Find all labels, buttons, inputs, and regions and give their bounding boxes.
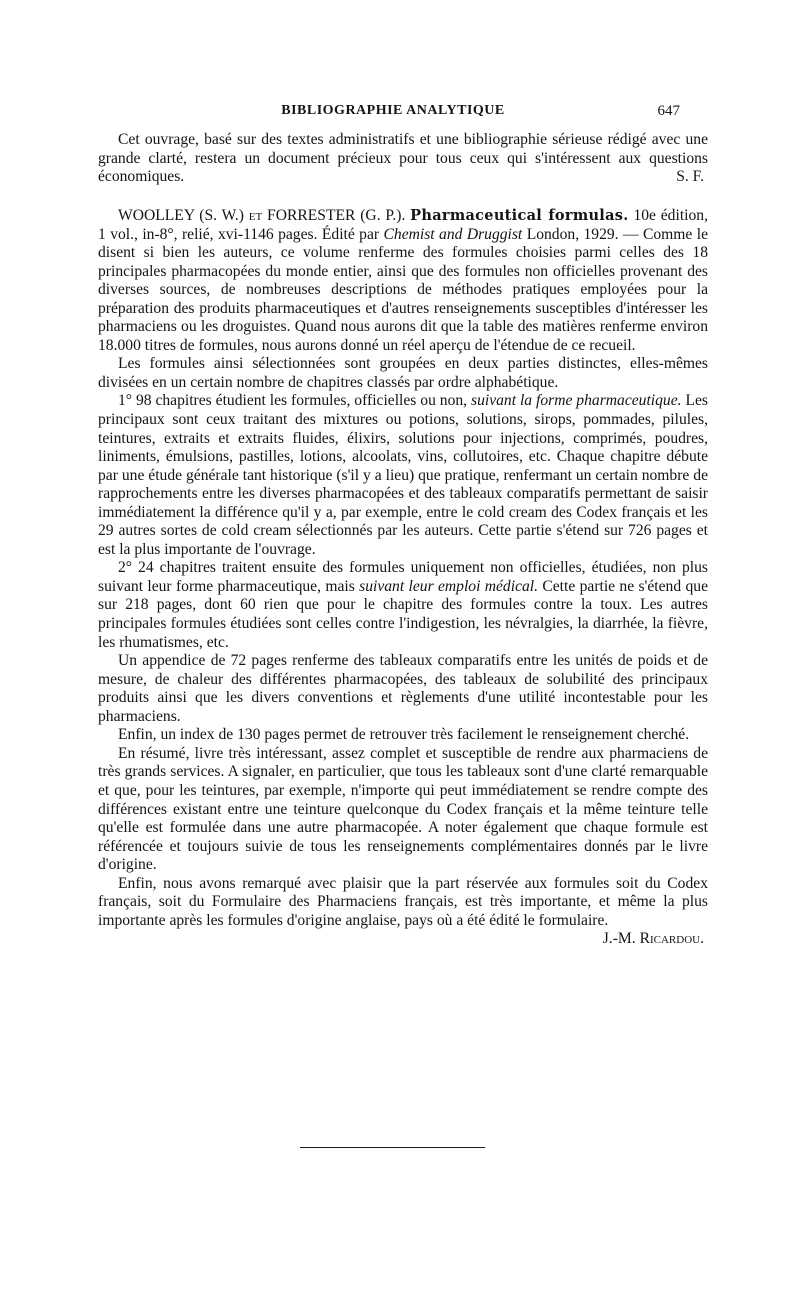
review-paragraph-1: [98, 207, 708, 355]
intro-signature: S. F.: [676, 168, 704, 186]
intro-paragraph-block: [98, 131, 708, 187]
review-p3-text-b: Les principaux sont ceux traitant des mixtures ou potions, solutions, sirops, pommades, pilules, teintures, extraits et extraits fluides, élixirs, solutions pour injections, comprimés, poudres, liniments, émulsions, pastilles, lotions, alcoolats, vins, collutoires, etc. Chaque chapitre débute par une étude générale tant historique (s'il y a lieu) que pratique, renfermant un certain nombre de rapprochements entre les diverses pharmacopées et des tableaux comparatifs permettant de saisir immédiatement la différence qu'il y a, par exemple, entre le cold cream des Codex français et les 29 autres sortes de cold cream sélectionnés par les auteurs. Cette partie s'étend sur 726 pages et est la plus importante de l'ouvrage.: [98, 392, 708, 558]
review-paragraph-6: Enfin, un index de 130 pages permet de retrouver très facilement le renseignement cherché.: [118, 726, 690, 744]
review-p3-text-a: 1° 98 chapitres étudient les formules, officielles ou non,: [118, 392, 468, 410]
review-publisher: Chemist and Druggist: [383, 225, 523, 243]
review-p4-emphasis: suivant leur emploi médical.: [359, 577, 539, 595]
intro-paragraph: [98, 131, 708, 187]
review-paragraph-3: [98, 392, 708, 559]
review-signature: [583, 930, 704, 949]
review-book-title: Pharmaceutical formulas.: [410, 207, 629, 224]
page-number: 647: [657, 103, 680, 119]
book-review: [98, 207, 708, 949]
intro-text: Cet ouvrage, basé sur des textes administratifs et une bibliographie sérieuse rédigé avec une grande clarté, restera un document précieux pour tous ceux qui s'intéressent aux questions économiques.: [98, 131, 708, 186]
review-edition: 10e édition, 1 vol., in-8°, relié, xvi-1146 pages. Édité par: [98, 207, 708, 243]
review-p3-emphasis: suivant la forme pharmaceutique.: [471, 392, 682, 410]
review-authors: WOOLLEY (S. W.) et FORRESTER (G. P.).: [118, 207, 406, 224]
review-paragraph-4: [98, 559, 708, 652]
review-paragraph-2: Les formules ainsi sélectionnées sont groupées en deux parties distinctes, elles-mêmes divisées en un certain nombre de chapitres classés par ordre alphabétique.: [98, 355, 708, 391]
review-p4-text-b: Cette partie ne s'étend que sur 218 pages, dont 60 rien que pour le chapitre des formules contre la toux. Les autres principales formules étudiées sont celles contre l'indigestion, les névralgies, la diarrhée, la fièvre, les rhumatismes, etc.: [98, 577, 708, 651]
review-paragraph-7: En résumé, livre très intéressant, assez complet et susceptible de rendre aux pharmaciens de très grands services. A signaler, en particulier, que tous les tableaux sont d'une clarté remarquable et que, pour les teintures, par exemple, n'importe qui peut immédiatement se rendre compte des différences existant entre une teinture quelconque du Codex français et la même teinture telle qu'elle est formulée dans une autre pharmacopée. A noter également que chaque formule est référencée et toujours suivie de tous les renseignements complémentaires donnés par le livre d'origine.: [98, 744, 708, 874]
signature-initials: J.-M.: [602, 930, 636, 948]
running-title: BIBLIOGRAPHIE ANALYTIQUE: [281, 103, 505, 118]
end-rule-divider: [300, 1147, 485, 1148]
review-p1-text: London, 1929. — Comme le disent si bien les auteurs, ce volume renferme des formules choisies parmi celles des 18 principales pharmacopées du monde entier, ainsi que des formules non officielles provenant des diverses sources, de nombreuses descriptions de méthodes pratiques employées pour la préparation des produits pharmaceutiques et d'autres renseignements susceptibles d'intéresser les pharmaciens ou les droguistes. Quand nous aurons dit que la table des matières renferme environ 18.000 titres de formules, nous aurons donné un réel aperçu de l'étendue de ce recueil.: [98, 225, 708, 354]
review-paragraph-8: [98, 874, 708, 948]
signature-name: Ricardou.: [639, 930, 704, 948]
review-p8-text: Enfin, nous avons remarqué avec plaisir que la part réservée aux formules soit du Codex français, soit du Formulaire des Pharmaciens français, est très importante, et même la plus importante après les formules d'origine anglaise, pays où a été édité le formulaire.: [98, 874, 708, 929]
page-header: [106, 103, 680, 125]
review-p4-text-a: 2° 24 chapitres traitent ensuite des formules uniquement non officielles, étudiées, non plus suivant leur forme pharmaceutique, mais: [98, 559, 708, 595]
review-paragraph-5: Un appendice de 72 pages renferme des tableaux comparatifs entre les unités de poids et de mesure, de chaleur des différentes pharmacopées, des tableaux de solubilité des principaux produits ainsi que les divers conventions et règlements d'une utilité incontestable pour les pharmaciens.: [98, 652, 708, 725]
